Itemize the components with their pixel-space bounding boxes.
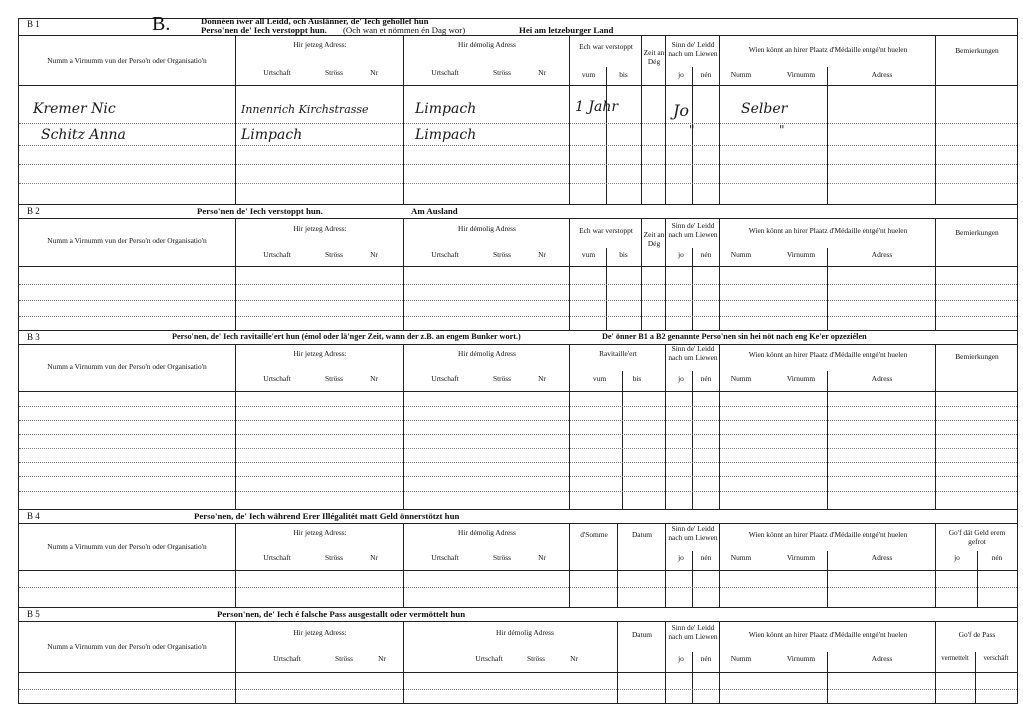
jo-header: jo [678,374,684,383]
street-header: Ströss [324,68,344,77]
remarks-header: Bemierkungen [955,228,999,237]
entry-current-address: Innenrich Kirchstrasse [241,103,369,116]
former-address-header: Hir démolig Adress [458,349,516,358]
pass-header: Go'f de Pass [958,630,996,639]
medal-header: Wien könnt an hirer Plaatz d'Médaille entgé'nt huelen [748,630,908,639]
virnumm-header: Virnumm [786,374,816,383]
street-header: Ströss [324,553,344,562]
form-sheet [18,13,1018,704]
nen-header: nén [700,70,712,79]
entry-alive: Jo [673,101,690,120]
section-title: Perso'nen, de' Iech ravitaille'ert hun (émol oder lä'nger Zeit, wann der z.B. an engem Bunker wort.) [172,332,521,341]
entry-medal-recipient: Selber [741,101,788,117]
section-code: B 3 [27,332,40,342]
to-header: bis [619,70,628,79]
town-header: Urtschaft [263,250,291,259]
jo-header: jo [678,654,684,663]
adress-header: Adress [871,70,893,79]
name-column-header: Numm a Virnumm vun der Perso'n oder Organisatio'n [47,642,207,651]
nen-header: nén [700,250,712,259]
alive-header: Sinn de' Leidd nach um Liewen [668,344,718,362]
town-header: Urtschaft [431,250,459,259]
entry-name: Schitz Anna [41,127,126,143]
pass-procured-header: verschäft [983,655,1009,662]
alive-header: Sinn de' Leidd nach um Liewen [668,524,718,542]
money-nen-header: nén [991,553,1003,562]
numm-header: Numm [730,250,752,259]
section-code: B 1 [27,19,40,29]
entry-hidden-period: 1 Jahr [575,99,619,115]
section-title: Donnéen iwer all Leidd, och Auslänner, de' Iech gehollef hun [201,16,429,26]
section-subtitle: Perso'nen de' Iech verstoppt hun. [201,25,327,35]
town-header: Urtschaft [431,68,459,77]
nen-header: nén [700,553,712,562]
section-code: B 4 [27,511,40,521]
nr-header: Nr [538,374,546,383]
street-header: Ströss [324,250,344,259]
nen-header: nén [700,654,712,663]
section-region: Hei am letzeburger Land [519,25,614,35]
nr-header: Nr [538,553,546,562]
street-header: Ströss [324,374,344,383]
section-code: B 5 [27,609,40,619]
section-region: Am Ausland [411,206,458,216]
section-note: (Och wan et nömmen én Dag wor) [343,25,466,35]
virnumm-header: Virnumm [786,250,816,259]
town-header: Urtschaft [431,374,459,383]
section-letter: B. [152,13,171,35]
former-address-header: Hir démolig Adress [458,528,516,537]
section-title: Person'nen, de' Iech é falsche Pass ausgestallt oder vermöttelt hun [217,609,466,619]
section-title: Perso'nen de' Iech verstoppt hun. [197,206,323,216]
nen-header: nén [700,374,712,383]
nr-header: Nr [370,553,378,562]
nr-header: Nr [370,68,378,77]
from-header: vum [592,374,607,383]
hidden-header: Ech war verstoppt [579,42,633,51]
town-header: Urtschaft [263,553,291,562]
name-column-header: Numm a Virnumm vun der Perso'n oder Organisatio'n [47,56,207,65]
section-title: Perso'nen, de' Iech während Erer Illégalitét matt Geld önnerstötzt hun [194,511,460,521]
medal-header: Wien könnt an hirer Plaatz d'Médaille entgé'nt huelen [748,350,908,359]
town-header: Urtschaft [263,374,291,383]
former-address-header: Hir démolig Adress [458,40,516,49]
nr-header: Nr [570,654,578,663]
current-address-header: Hir jetzeg Adress: [293,528,347,537]
jo-header: jo [678,70,684,79]
nr-header: Nr [370,374,378,383]
numm-header: Numm [730,374,752,383]
time-header: Zeit an Dég [643,48,665,66]
sum-header: d'Somme [580,530,608,539]
medal-header: Wien könnt an hirer Plaatz d'Médaille entgé'nt huelen [748,45,908,54]
entry-former-address: Limpach [415,127,477,143]
nr-header: Nr [538,68,546,77]
entry-name: Kremer Nic [33,101,116,117]
town-header: Urtschaft [475,654,503,663]
to-header: bis [619,250,628,259]
street-header: Ströss [492,250,512,259]
nr-header: Nr [378,654,386,663]
adress-header: Adress [871,553,893,562]
entry-current-address: Limpach [241,127,303,143]
street-header: Ströss [526,654,546,663]
adress-header: Adress [871,374,893,383]
town-header: Urtschaft [263,68,291,77]
virnumm-header: Virnumm [786,654,816,663]
street-header: Ströss [492,374,512,383]
remarks-header: Bemierkungen [955,352,999,361]
time-header: Zeit an Dég [643,230,665,248]
virnumm-header: Virnumm [786,553,816,562]
jo-header: jo [678,250,684,259]
alive-header: Sinn de' Leidd nach um Liewen [668,623,718,641]
name-column-header: Numm a Virnumm vun der Perso'n oder Organisatio'n [47,362,207,371]
date-header: Datum [631,530,653,539]
current-address-header: Hir jetzeg Adress: [293,349,347,358]
numm-header: Numm [730,654,752,663]
hidden-header: Ech war verstoppt [579,226,633,235]
name-column-header: Numm a Virnumm vun der Perso'n oder Organisatio'n [47,236,207,245]
former-address-header: Hir démolig Adress [496,628,554,637]
entry-former-address: Limpach [415,101,477,117]
alive-header: Sinn de' Leidd nach um Liewen [668,221,718,239]
pass-arranged-header: vermettelt [941,655,969,662]
adress-header: Adress [871,654,893,663]
current-address-header: Hir jetzeg Adress: [293,628,347,637]
to-header: bis [632,374,642,383]
alive-header: Sinn de' Leidd nach um Liewen [668,40,718,58]
current-address-header: Hir jetzeg Adress: [293,224,347,233]
former-address-header: Hir démolig Adress [458,224,516,233]
town-header: Urtschaft [431,553,459,562]
numm-header: Numm [730,553,752,562]
adress-header: Adress [871,250,893,259]
jo-header: jo [678,553,684,562]
supplied-header: Ravitaille'ert [599,349,637,358]
remarks-header: Bemierkungen [955,46,999,55]
medal-header: Wien könnt an hirer Plaatz d'Médaille entgé'nt huelen [748,226,908,235]
section-note: De' önner B1 a B2 genannte Perso'nen sin hei nöt nach eng Ke'er opzeziélen [602,332,867,341]
street-header: Ströss [492,553,512,562]
money-returned-header: Go'f dät Geld erem gefrot [948,528,1006,546]
money-jo-header: jo [954,553,960,562]
date-header: Datum [631,630,653,639]
town-header: Urtschaft [273,654,301,663]
street-header: Ströss [492,68,512,77]
medal-header: Wien könnt an hirer Plaatz d'Médaille entgé'nt huelen [748,530,908,539]
current-address-header: Hir jetzeg Adress: [293,40,347,49]
numm-header: Numm [730,70,752,79]
virnumm-header: Virnumm [786,70,816,79]
from-header: vum [581,70,596,79]
entry-alive: " [689,123,695,137]
entry-medal-recipient: " [779,123,785,137]
nr-header: Nr [370,250,378,259]
name-column-header: Numm a Virnumm vun der Perso'n oder Organisatio'n [47,542,207,551]
from-header: vum [581,250,596,259]
street-header: Ströss [334,654,354,663]
section-code: B 2 [27,206,40,216]
nr-header: Nr [538,250,546,259]
